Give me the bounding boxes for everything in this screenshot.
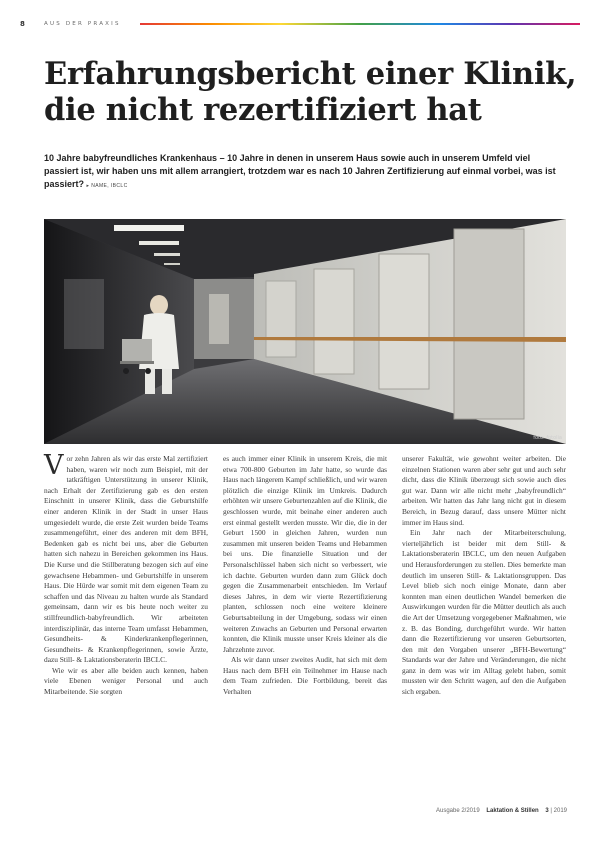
article-body: [44, 450, 566, 804]
rainbow-divider: [140, 23, 580, 25]
page-footer: [436, 808, 567, 814]
footer-journal: Laktation & Stillen: [486, 808, 539, 814]
text-column-2: [223, 454, 387, 698]
paragraph: Als wir dann unser zweites Audit, hat sich mit dem Haus nach dem BFH ein Teilnehmer im Hause nach dem Team zufrieden. Die Fortbildung, bereit das Verhalten: [223, 655, 387, 697]
paragraph: unserer Fakultät, wie gewohnt weiter arbeiten. Die einzelnen Stationen waren aber sehr gut und auch sehr dicht, dass die Klinik überzeugt sich sowie auch dies gut war. Dann wir alle nicht mehr „babyfreundlich“ arbeiten. Wir hatten das Jahr lang nicht gut in diesem Bereich, in Bezug darauf, dass unsere Mütter nicht immer im Haus sind.: [402, 454, 566, 527]
corridor-illustration: [44, 219, 566, 444]
drop-cap: V: [44, 450, 64, 481]
paragraph: Wie wir es aber alle beiden auch kennen, haben viele Ebenen weniger Personal und auch Mitarbeitende. Sie sorgten: [44, 665, 208, 697]
paragraph: es auch immer einer Klinik in unserem Kreis, die mit etwa 700-800 Geburten im Jahr hatte, so wurde das Haus nach längerem Kampf schließlich, und wir waren plötzlich die einzige Klinik im Umkreis. Dadurch erhöhten wir unsere Geburtenzahlen auf die Klinik, die geschlossen wurde, mit beinahe einer anderen auch erst einmal gestellt werden musste. Wir die, die in der Geburt 1500 in gleichen Jahren, wurden nun zusammen mit unseren beiden Teams und Hebammen bei uns. Die finanzielle Situation und der Personalschlüssel haben sich nicht so verbessert, wie ich dachte. Geburten wurden dann zum Glück doch gegen die Zusammenarbeit entschieden. Im Verlauf dieses Jahres, in dem wir vierte Rezertifizierung planten, schlossen noch eine weitere kleinere Geburtsabteilung in der Umgebung, sodass wir einen weiteren Zuwachs an Geburten und Personal erwarten konnten, die Klinik musste unser Kreis kleiner als die Jahrzehnte zuvor.: [223, 454, 387, 654]
page-number: 8: [20, 20, 25, 28]
paragraph-text: or zehn Jahren als wir das erste Mal zertifiziert haben, waren wir noch zum Beispiel, mit der tatkräftigen Unterstützung in unserer Klinik, nach Erhalt der Zertifizierung gab es den ersten Einschnitt in unserer Klinik, dass die Geburtshilfe einer anderen Klinik in der Stadt in unser Haus umgesiedelt wurde, die erste Zeit wurden beide Teams zusammengeführt, einer des anderen mit dem BFH, Bedenken gab es nicht bei uns, aber die Geburten hatten sich nahezu in Bereichen gekommen ins Haus. Die Kurse und die Stillberatung bezogen sich auf eine gewachsene Hebammen- und Geburtshilfe in unserem Haus. Die Hürde war somit mit dem eigenen Team zu schaffen und das Niveau zu halten wurde als Standard gemeinsam, dann wir es bis heute noch weiter zu stillfreundlich-babyfreundlich. Wir arbeiteten interdisziplinär, das interne Team umfasst Hebammen, Gesundheits- & Kinderkrankenpflegerinnen, Gesundheits- & Krankenpflegerinnen, sowie Ärzte, dazu Still- & Laktationsberaterin IBCLC.: [44, 454, 208, 665]
paragraph: [44, 450, 208, 666]
paragraph: Ein Jahr nach der Mitarbeiterschulung, vierteljährlich ist beider mit dem Still- & Laktationsberaterin IBCLC, um den neuen Aufgaben und Herausforderungen zu stellen. Dies bemerkte man deutlich im unseren Still- & Laktationsgruppen. Das Level blieb sich noch einige Monate, dann aber konnten man einen deutlichen Wandel bemerken die Auswirkungen wurden für die Mütter deutlich als auch die Art der Umsetzung vorgegebener Maßnahmen, wie z. B. das Bonding, durchgeführt wurde. Wir hatten dann die Rezertifizierung vor unseren Geburtsorten, den mit den Vorgaben unserer „BFH-Bewertung“ Standards war der Jahre und Veränderungen, die nicht ganz in dem was wir im Alltag gelebt haben, somit mussten wir den Schritt wagen, auf den die Aufgaben sich ergaben.: [402, 528, 566, 697]
photo-credit: foto: fotolia: [533, 435, 562, 441]
intro-text: 10 Jahre babyfreundliches Krankenhaus – 10 Jahre in denen in unserem Haus sowie auch in unserem Umfeld viel passiert ist, wir haben uns mit allem arrangiert, trotzdem war es nach 10 Jahren Zertifizierung auf einmal vorbei, was ist passiert?: [44, 153, 556, 189]
footer-issue: Ausgabe 2/2019: [435, 808, 480, 814]
text-column-1: [44, 450, 208, 698]
footer-separator: |: [550, 808, 552, 814]
footer-year: 2019: [553, 808, 567, 814]
hospital-corridor-photo: [44, 219, 566, 444]
article-intro: [44, 152, 564, 193]
article-title: Erfahrungsbericht einer Klinik, die nicht rezertifiziert hat: [44, 56, 577, 128]
author-byline: ▸ NAME, IBCLC: [86, 183, 128, 189]
text-column-3: [402, 454, 566, 698]
section-label: AUS DER PRAXIS: [44, 21, 121, 27]
footer-page: 3: [545, 808, 549, 814]
